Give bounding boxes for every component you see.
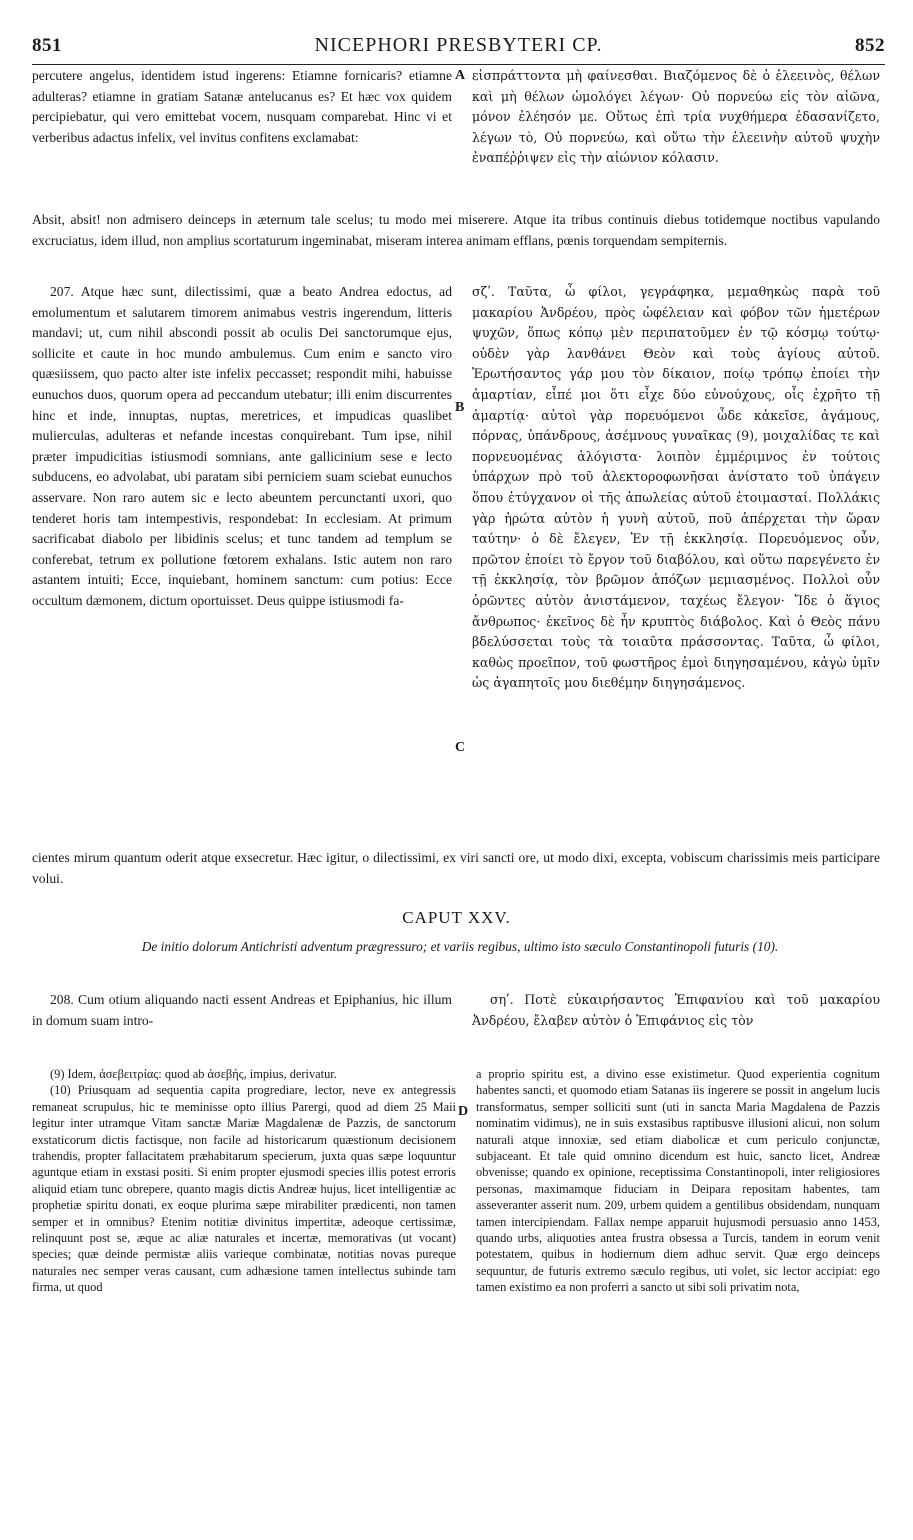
latin-text-207: 207. Atque hæc sunt, dilectissimi, quæ a beato Andrea edoctus, ad emolumentum et salutarem timorem animabus vestris ingerendum, litteris mandavi; ut, cum nihil abscondi possit ab oculis Dei sanctorumque ejus, sollicite et caute in hoc mundo ambulemus. Cum enim e sancto viro quæsiissem, quo pacto alter iste infelix peccasset; respondit mihi, habuisse eunuchos duos, quorum opera ad peccandum utebatur; illi enim discurrentes hinc et inde, innuptas, nuptas, meretrices, et impudicas quaslibet mulierculas, adulteras et nefande incestas conquirebant. Tum ipse, nihil præter impudicitias istiusmodi somnians, ante gallicinium sese e lecto subducens, eo advolabat, ubi paratam sibi perniciem suam sciebat eunuchos asservare. Non raro autem sic e lecto abeuntem percunctanti uxori, quo tenderet horis tam intempestivis, respondebat: In ecclesiam. At primum sacrificabat diabolo per libidinis scelus; et tunc tandem ad templum se conferebat, tetrum ex pollutione fœtorem exhalans. Istic autem non raro astantem intuiti; Ecce, inquiebant, hominem sanctum: cum potius: Ecce occultum dæmonem, dictum oportuisset. Deus quippe istiusmodi fa- <box>32 284 452 608</box>
margin-marker-c: C <box>455 740 466 755</box>
running-header <box>32 34 885 64</box>
margin-marker-d: D <box>458 1104 469 1119</box>
footnote-9: (9) Idem, ἀσεβειτρίας: quod ab ἀσεβής, impius, derivatur. <box>50 1067 337 1081</box>
page-number-right: 852 <box>855 35 885 56</box>
full-text-207: cientes mirum quantum oderit atque exsecretur. Hæc igitur, o dilectissimi, ex viri sancti ore, ut modo dixi, excepta, vobiscum charissimis meis participare volui. <box>32 850 880 886</box>
running-title: NICEPHORI PRESBYTERI CP. <box>314 34 603 56</box>
footnote-10-continued: a proprio spiritu est, a divino esse existimetur. Quod experientia cognitum habentes sancti, et quomodo etiam Satanas iis ingerere se possit in angelum lucis transformatus, semper solliciti sunt (uti in sancta Maria Magdalena de Pazzis nominatim vidimus), ne in suis exstasibus raptibusve illusioni alicui, non solum naturali atque innoxiæ, sed etiam diabolicæ et cum periculo conjunctæ, subjaceant. Et tale quid omnino dicendum est huic, sancto licet, Andreæ obvenisse; quando ex opinione, receptissima Constantinopoli, inter religiosiores personas, maximamque fiduciam in Deipara repositam habentes, tam asseveranter asserit num. 209, urbem quidem a gentilibus obsidendam, nunquam tamen intercipiendam. Fallax nempe apparuit hujusmodi persuasio anno 1453, quando urbs, aliquoties antea frustra obsessa a Turcis, tandem in eorum venit potestatem, quibus in hodiernum diem adhuc servit. Quæ ergo deinceps sequuntur, de futuris extremo sæculo regibus, uti volet, sic lector accipiat: ego tamen existimo ea non proferri a sancto ut sibi soli privatim nota, <box>476 1067 880 1295</box>
greek-column-207 <box>472 282 880 694</box>
latin-text-top: percutere angelus, identidem istud ingerens: Etiamne fornicaris? etiamne adulteras? etiamne in gratiam Satanæ antelucanus es? Et hæc vox quidem percipiebatur, qui vero emittebat vocem, nusquam comparebat. Hinc vi et verberibus adactus infelix, vel invitus confitens exclamabat: <box>32 68 452 145</box>
greek-column-208 <box>472 990 880 1031</box>
header-rule <box>32 64 885 65</box>
chapter-subtitle: De initio dolorum Antichristi adventum prægressuro; et variis regibus, ultimo isto sæculo Constantinopoli futuris (10). <box>141 939 779 954</box>
greek-column-top <box>472 66 880 206</box>
page-number-left: 851 <box>32 35 62 56</box>
chapter-title: CAPUT XXV. <box>402 908 511 927</box>
margin-marker-a: A <box>455 68 466 83</box>
greek-text-208: σηʹ. Ποτὲ εὐκαιρήσαντος Ἐπιφανίου καὶ τοῦ μακαρίου Ἀνδρέου, ἔλαβεν αὐτὸν ὁ Ἐπιφάνιος εἰς τὸν <box>472 992 880 1028</box>
greek-text-top: εἰσπράττοντα μὴ φαίνεσθαι. Βιαζόμενος δὲ ὁ ἐλεεινὸς, θέλων καὶ μὴ θέλων ὡμολόγει λέγων· Οὐ πορνεύω εἰς τὸν αἰῶνα, μόνον ἐλέησόν με. Οὕτως ἐπὶ τρία νυχθήμερα ἐδασανίζετο, λέγων τὸ, Οὐ πορνεύω, καὶ οὕτω τὴν ἐλεεινὴν αὐτοῦ ψυχὴν ἐναπέῤῥιψεν εἰς τὴν αἰώνιον κόλασιν. <box>472 68 880 166</box>
latin-column-207 <box>32 282 452 612</box>
latin-text-208: 208. Cum otium aliquando nacti essent Andreas et Epiphanius, hic illum in domum suam intro- <box>32 992 452 1028</box>
latin-column-top <box>32 66 452 206</box>
full-text-top: Absit, absit! non admisero deinceps in æternum tale scelus; tu modo mei miserere. Atque ita tribus continuis diebus totidemque noctibus vapulando excruciatus, idem illud, non amplius scortaturum ingeminabat, miseram interea animam efflans, pœnis torquendam sempiternis. <box>32 212 880 248</box>
full-width-text-207 <box>32 848 880 889</box>
footnotes-right <box>476 1066 880 1296</box>
greek-text-207: σζʹ. Ταῦτα, ὦ φίλοι, γεγράφηκα, μεμαθηκὼς παρὰ τοῦ μακαρίου Ἀνδρέου, πρὸς ὠφέλειαν καὶ φόβον τῶν ἡμετέρων ψυχῶν, ὅπως κόπῳ μὲν περιπατοῦμεν ἐν τῷ κόσμῳ τούτῳ· οὐδὲν γὰρ λανθάνει Θεὸν καὶ τοὺς ἁγίους αὐτοῦ. Ἐρωτήσαντος γάρ μου τὸν δίκαιον, ποίῳ τρόπῳ ἐποίει τὴν ἁμαρτίαν, εἶπέ μοι ὅτι εἶχε δύο εὐνούχους, οἷς ἐχρῆτο τῇ ἁμαρτίᾳ· αὐτοὶ γὰρ πορευόμενοι ὧδε κἀκεῖσε, ἀγάμους, πόρνας, ὑπάνδρους, ἀσέμνους γυναῖκας (9), μοιχαλίδας τε καὶ πορνευομένας ἀλόγιστα· λοιπὸν ἐμμέριμνος ἐν τούτοις ὑπάρχων πρὸ τοῦ ἀλεκτοροφωνῆσαι ἀνίστατο τοῦ ὑπάγειν ὅπου ἐτύγχανον οἱ τῆς ἀπωλείας αὐτοῦ ἑτοιμασταί. Πολλάκις γὰρ ἠρώτα αὐτὸν ἡ γυνὴ αὐτοῦ, ποῦ ἀπέρχεται τὴν ὥραν ταύτην· ὁ δὲ ἔλεγεν, Ἐν τῇ ἐκκλησίᾳ. Πορευόμενος οὖν, πρῶτον ἐποίει τὸ ἔργον τοῦ διαβόλου, καὶ οὕτω παρεγένετο ἐν τῇ ἐκκλησίᾳ, τὸν βρῶμον ἀπόζων μεμιασμένος. Πολλοὶ οὖν ὁρῶντες αὐτὸν ἀνιστάμενον, ταχέως ἔλεγον· Ἴδε ὁ ἅγιος ἄνθρωπος· ἐκεῖνος δὲ ἦν κρυπτὸς διάβολος. Καὶ ὁ Θεὸς πάνυ βδελύσσεται τοὺς τὰ τοιαῦτα πράσσοντας. Ταῦτα, ὦ φίλοι, καθὼς προεῖπον, τοῦ φωστῆρος ἐμοὶ διηγησαμένου, κἀγὼ ὑμῖν ὡς ἀγαπητοῖς μου διεθέμην διηγησάμενος. <box>472 284 880 691</box>
footnote-10: (10) Priusquam ad sequentia capita progrediare, lector, neve ex antegressis remaneat scrupulus, hic te meminisse opto illius Parergi, quod ad diem 25 Maii legitur inter utramque Vitam sanctæ Mariæ Magdalenæ de Pazzis, de sanctorum exstaticorum dictis factisque, non facile ad historicarum quæstionum decisionem trahendis, propter fallacitatem præhabitarum specierum, juxta quas sæpe loquuntur aguntque etiam in exstasi positi. Si enim propter ejusmodi species illis potest erroris aliquid etiam tunc obrepere, quanto magis dictis Andreæ hujus, licet intelligentiæ ac prophetiæ spiritu donati, ex eoque plurima sæpe mirabiliter prædicenti, non tamen semper et in omnibus? Etenim notitiæ divinitus impertitæ, adeoque certissimæ, relinquunt post se, æque ac aliæ naturales et incertæ, memorativas (ut vocant) species; quæ deinde permistæ aliis varieque combinatæ, notitias novas pureque naturales nec semper veras causant, cum adhæsione tamen intellectus subinde tam firma, ut quod <box>32 1083 456 1295</box>
footnotes-left <box>32 1066 456 1296</box>
margin-marker-b: B <box>455 400 465 415</box>
full-width-text-top <box>32 210 880 251</box>
latin-column-208 <box>32 990 452 1031</box>
